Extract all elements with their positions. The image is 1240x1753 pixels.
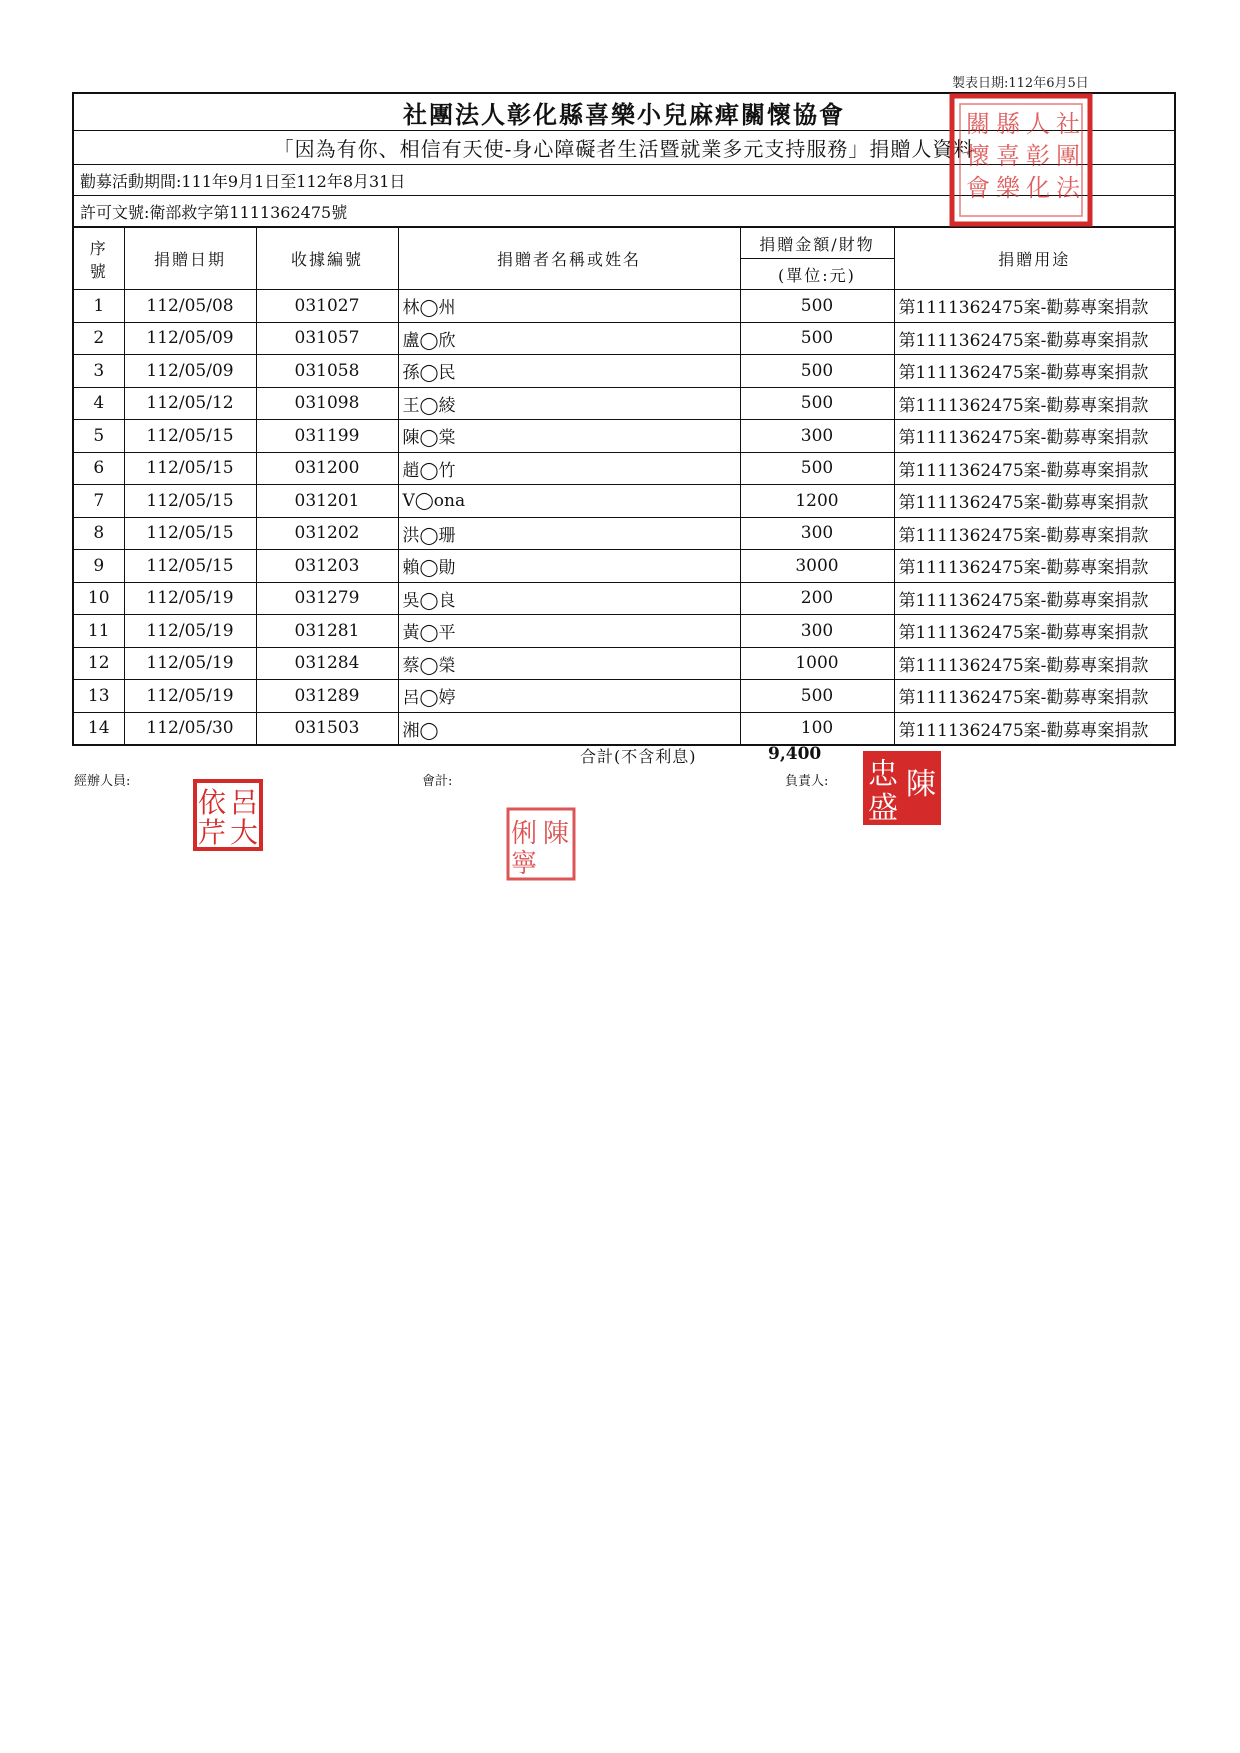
- header-donor: 捐贈者名稱或姓名: [398, 228, 740, 290]
- svg-text:彰: 彰: [1026, 142, 1050, 170]
- table-row: [74, 485, 1174, 518]
- table-row: [74, 420, 1174, 453]
- svg-text:大: 大: [230, 816, 259, 849]
- row-seq: 6: [74, 452, 124, 485]
- row-receipt: 031199: [256, 420, 398, 453]
- row-seq: 10: [74, 582, 124, 615]
- row-donor: 呂◯婷: [398, 680, 740, 713]
- row-amount: 500: [740, 387, 894, 420]
- total-value: 9,400: [768, 744, 822, 764]
- svg-text:依: 依: [198, 786, 227, 819]
- header-purpose: 捐贈用途: [894, 228, 1174, 290]
- svg-text:陳: 陳: [543, 819, 570, 849]
- svg-text:忠: 忠: [868, 757, 898, 792]
- row-donor: 黃◯平: [398, 615, 740, 648]
- row-amount: 500: [740, 680, 894, 713]
- row-donor: 吳◯良: [398, 582, 740, 615]
- row-receipt: 031098: [256, 387, 398, 420]
- project-title: 「因為有你、相信有天使-身心障礙者生活暨就業多元支持服務」捐贈人資料: [74, 131, 1174, 165]
- svg-text:關: 關: [966, 110, 990, 138]
- row-date: 112/05/09: [124, 355, 256, 388]
- donor-table: [74, 227, 1174, 744]
- row-seq: 14: [74, 712, 124, 744]
- row-purpose: 第1111362475案-勸募專案捐款: [894, 387, 1174, 420]
- svg-text:俐: 俐: [511, 819, 538, 849]
- header-seq-a: 序: [89, 238, 108, 258]
- row-date: 112/05/19: [124, 647, 256, 680]
- row-date: 112/05/15: [124, 550, 256, 583]
- made-date: 製表日期:112年6月5日: [952, 76, 1089, 91]
- svg-text:人: 人: [1026, 110, 1050, 138]
- responsible-label: 負責人:: [785, 774, 829, 789]
- row-purpose: 第1111362475案-勸募專案捐款: [894, 355, 1174, 388]
- row-receipt: 031279: [256, 582, 398, 615]
- row-purpose: 第1111362475案-勸募專案捐款: [894, 550, 1174, 583]
- row-purpose: 第1111362475案-勸募專案捐款: [894, 517, 1174, 550]
- svg-text:寧: 寧: [511, 849, 538, 879]
- row-purpose: 第1111362475案-勸募專案捐款: [894, 322, 1174, 355]
- row-receipt: 031203: [256, 550, 398, 583]
- row-seq: 11: [74, 615, 124, 648]
- row-donor: 盧◯欣: [398, 322, 740, 355]
- row-seq: 2: [74, 322, 124, 355]
- accountant-seal-stamp: [505, 806, 577, 882]
- row-donor: 湘◯: [398, 712, 740, 744]
- row-seq: 4: [74, 387, 124, 420]
- table-row: [74, 582, 1174, 615]
- row-donor: 洪◯珊: [398, 517, 740, 550]
- row-purpose: 第1111362475案-勸募專案捐款: [894, 420, 1174, 453]
- svg-text:法: 法: [1056, 174, 1080, 202]
- row-date: 112/05/15: [124, 452, 256, 485]
- row-receipt: 031200: [256, 452, 398, 485]
- svg-text:芹: 芹: [198, 816, 227, 849]
- svg-text:會: 會: [966, 174, 990, 202]
- row-seq: 7: [74, 485, 124, 518]
- row-date: 112/05/19: [124, 582, 256, 615]
- row-seq: 12: [74, 647, 124, 680]
- table-row: [74, 322, 1174, 355]
- row-seq: 1: [74, 290, 124, 323]
- row-purpose: 第1111362475案-勸募專案捐款: [894, 290, 1174, 323]
- svg-text:社: 社: [1056, 110, 1080, 138]
- row-seq: 5: [74, 420, 124, 453]
- table-row: [74, 550, 1174, 583]
- svg-text:樂: 樂: [996, 174, 1020, 202]
- svg-text:喜: 喜: [996, 142, 1020, 170]
- row-date: 112/05/19: [124, 615, 256, 648]
- row-receipt: 031503: [256, 712, 398, 744]
- row-purpose: 第1111362475案-勸募專案捐款: [894, 680, 1174, 713]
- svg-text:呂: 呂: [230, 786, 259, 819]
- row-purpose: 第1111362475案-勸募專案捐款: [894, 582, 1174, 615]
- row-purpose: 第1111362475案-勸募專案捐款: [894, 485, 1174, 518]
- row-date: 112/05/30: [124, 712, 256, 744]
- table-row: [74, 387, 1174, 420]
- table-row: [74, 452, 1174, 485]
- row-date: 112/05/08: [124, 290, 256, 323]
- org-seal-stamp: [948, 92, 1094, 228]
- row-amount: 300: [740, 420, 894, 453]
- header-amount: 捐贈金額/財物: [740, 228, 894, 259]
- row-purpose: 第1111362475案-勸募專案捐款: [894, 647, 1174, 680]
- header-date: 捐贈日期: [124, 228, 256, 290]
- row-receipt: 031027: [256, 290, 398, 323]
- row-donor: 孫◯民: [398, 355, 740, 388]
- svg-text:陳: 陳: [906, 767, 936, 802]
- table-row: [74, 517, 1174, 550]
- table-row: [74, 680, 1174, 713]
- row-receipt: 031201: [256, 485, 398, 518]
- header-receipt: 收據編號: [256, 228, 398, 290]
- row-receipt: 031058: [256, 355, 398, 388]
- row-receipt: 031057: [256, 322, 398, 355]
- campaign-period: 勸募活動期間:111年9月1日至112年8月31日: [74, 165, 1174, 196]
- row-date: 112/05/15: [124, 420, 256, 453]
- row-seq: 9: [74, 550, 124, 583]
- donor-rows: [74, 290, 1174, 745]
- row-donor: 趙◯竹: [398, 452, 740, 485]
- row-donor: 賴◯勛: [398, 550, 740, 583]
- handler-label: 經辦人員:: [74, 774, 131, 789]
- row-date: 112/05/09: [124, 322, 256, 355]
- row-receipt: 031284: [256, 647, 398, 680]
- header-seq: [74, 228, 124, 290]
- row-receipt: 031202: [256, 517, 398, 550]
- permit-number: 許可文號:衛部救字第1111362475號: [74, 196, 1174, 227]
- handler-seal-stamp: [192, 778, 264, 852]
- svg-text:盛: 盛: [868, 791, 898, 826]
- responsible-seal-stamp: [860, 748, 944, 828]
- table-row: [74, 615, 1174, 648]
- table-row: [74, 290, 1174, 323]
- row-amount: 500: [740, 322, 894, 355]
- total-label: 合計(不含利息): [580, 747, 697, 766]
- row-amount: 300: [740, 615, 894, 648]
- header-seq-b: 號: [89, 261, 108, 281]
- row-amount: 100: [740, 712, 894, 744]
- row-date: 112/05/15: [124, 517, 256, 550]
- row-donor: V◯ona: [398, 485, 740, 518]
- header-amount-unit: (單位:元): [740, 259, 894, 290]
- row-receipt: 031289: [256, 680, 398, 713]
- svg-text:懷: 懷: [966, 142, 990, 170]
- row-purpose: 第1111362475案-勸募專案捐款: [894, 452, 1174, 485]
- table-row: [74, 647, 1174, 680]
- row-seq: 8: [74, 517, 124, 550]
- svg-text:團: 團: [1056, 142, 1080, 170]
- row-amount: 500: [740, 290, 894, 323]
- row-donor: 林◯州: [398, 290, 740, 323]
- svg-text:化: 化: [1026, 174, 1050, 202]
- row-date: 112/05/12: [124, 387, 256, 420]
- row-receipt: 031281: [256, 615, 398, 648]
- row-amount: 1200: [740, 485, 894, 518]
- table-row: [74, 712, 1174, 744]
- accountant-label: 會計:: [422, 774, 453, 789]
- row-date: 112/05/19: [124, 680, 256, 713]
- svg-text:縣: 縣: [996, 110, 1020, 138]
- table-row: [74, 355, 1174, 388]
- org-title: 社團法人彰化縣喜樂小兒麻痺關懷協會: [74, 94, 1174, 131]
- row-purpose: 第1111362475案-勸募專案捐款: [894, 615, 1174, 648]
- row-donor: 王◯綾: [398, 387, 740, 420]
- row-date: 112/05/15: [124, 485, 256, 518]
- row-seq: 13: [74, 680, 124, 713]
- row-amount: 1000: [740, 647, 894, 680]
- row-donor: 蔡◯榮: [398, 647, 740, 680]
- row-purpose: 第1111362475案-勸募專案捐款: [894, 712, 1174, 744]
- row-amount: 3000: [740, 550, 894, 583]
- row-amount: 500: [740, 355, 894, 388]
- row-seq: 3: [74, 355, 124, 388]
- row-amount: 500: [740, 452, 894, 485]
- row-donor: 陳◯棠: [398, 420, 740, 453]
- row-amount: 300: [740, 517, 894, 550]
- row-amount: 200: [740, 582, 894, 615]
